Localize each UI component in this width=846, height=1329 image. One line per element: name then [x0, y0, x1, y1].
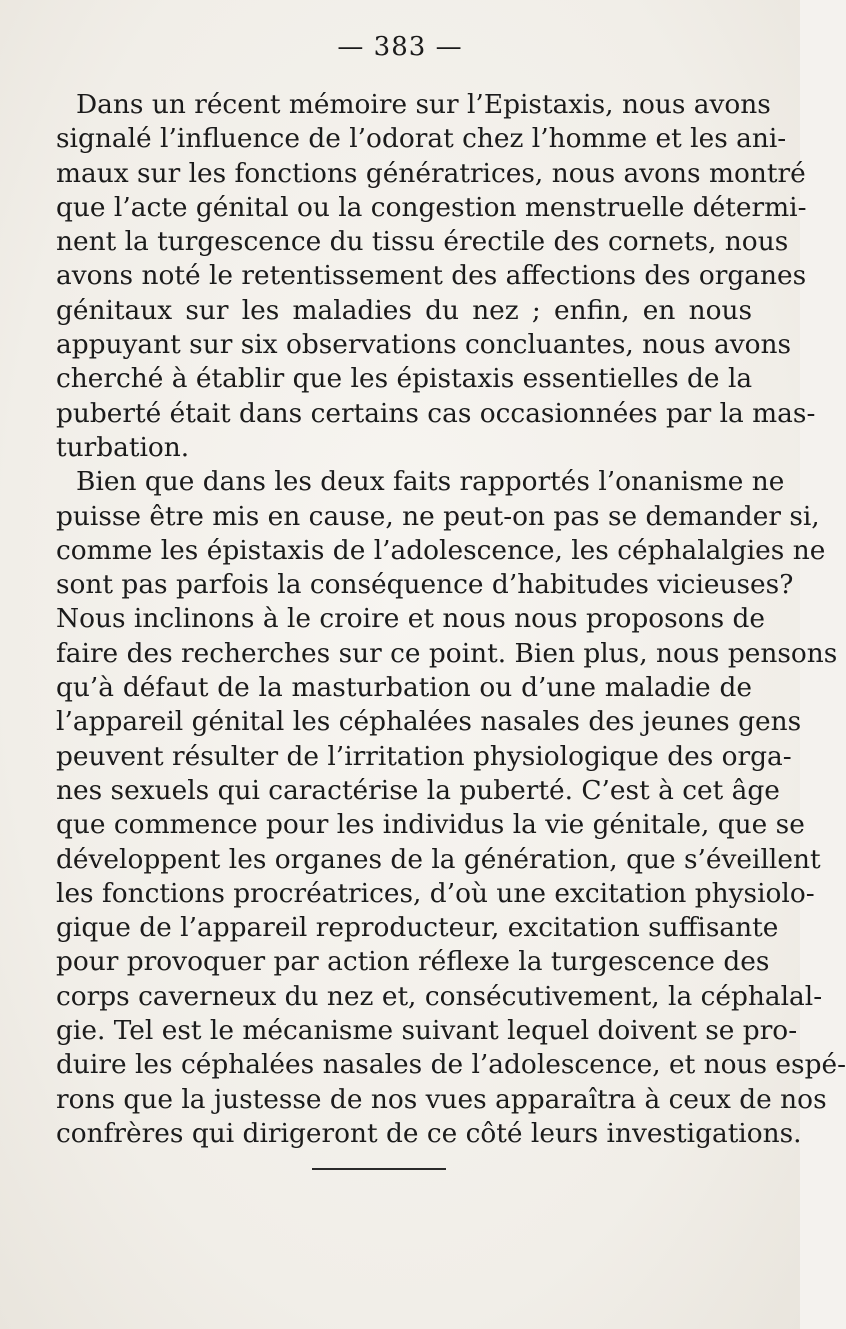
footnote-divider — [312, 1168, 446, 1170]
text-line: pour provoquer par action réflexe la turgescence des — [56, 946, 770, 978]
text-line: gique de l’appareil reproducteur, excitation suffisante — [56, 912, 779, 944]
page-number: — 383 — — [337, 32, 463, 62]
text-line: gie. Tel est le mécanisme suivant lequel doivent se pro- — [56, 1015, 798, 1047]
text-line: cherché à établir que les épistaxis essentielles de la — [56, 363, 753, 395]
paragraph-2 — [56, 465, 846, 1151]
text-line: turbation. — [56, 431, 190, 463]
body-text — [56, 88, 846, 1151]
text-line: puisse être mis en cause, ne peut-on pas se demander si, — [56, 500, 820, 532]
text-line: rons que la justesse de nos vues apparaîtra à ceux de nos — [56, 1083, 827, 1115]
text-line: l’appareil génital les céphalées nasales des jeunes gens — [56, 706, 802, 738]
text-line: faire des recherches sur ce point. Bien plus, nous pensons — [56, 637, 838, 669]
text-line: maux sur les fonctions génératrices, nous avons montré — [56, 157, 806, 189]
text-line: confrères qui dirigeront de ce côté leurs investigations. — [56, 1117, 802, 1149]
text-line: signalé l’influence de l’odorat chez l’homme et les ani- — [56, 123, 787, 155]
paragraph-1 — [56, 88, 816, 465]
text-line: puberté était dans certains cas occasionnées par la mas- — [56, 397, 816, 429]
text-line: Dans un récent mémoire sur l’Epistaxis, nous avons — [76, 89, 771, 120]
text-line: qu’à défaut de la masturbation ou d’une maladie de — [56, 672, 752, 704]
text-line: comme les épistaxis de l’adolescence, les céphalalgies ne — [56, 534, 826, 566]
text-line: duire les céphalées nasales de l’adolescence, et nous espé- — [56, 1049, 846, 1081]
text-line: Bien que dans les deux faits rapportés l’onanisme ne — [76, 466, 785, 498]
text-line: nent la turgescence du tissu érectile des cornets, nous — [56, 226, 789, 258]
text-line: sont pas parfois la conséquence d’habitudes vicieuses? — [56, 569, 794, 601]
text-line: Nous inclinons à le croire et nous nous proposons de — [56, 603, 766, 635]
text-line: corps caverneux du nez et, consécutivement, la céphalal- — [56, 980, 823, 1012]
text-line: appuyant sur six observations concluantes, nous avons — [56, 329, 792, 361]
text-line: développent les organes de la génération, que s’éveillent — [56, 843, 821, 875]
text-line: les fonctions procréatrices, d’où une excitation physiolo- — [56, 877, 815, 909]
text-line: nes sexuels qui caractérise la puberté. C’est à cet âge — [56, 774, 780, 806]
text-line: génitaux sur les maladies du nez ; enfin, en nous — [56, 294, 752, 326]
text-line: avons noté le retentissement des affections des organes — [56, 260, 807, 292]
text-line: que commence pour les individus la vie génitale, que se — [56, 809, 805, 841]
text-line: que l’acte génital ou la congestion menstruelle détermi- — [56, 191, 807, 223]
text-line: peuvent résulter de l’irritation physiologique des orga- — [56, 740, 792, 772]
